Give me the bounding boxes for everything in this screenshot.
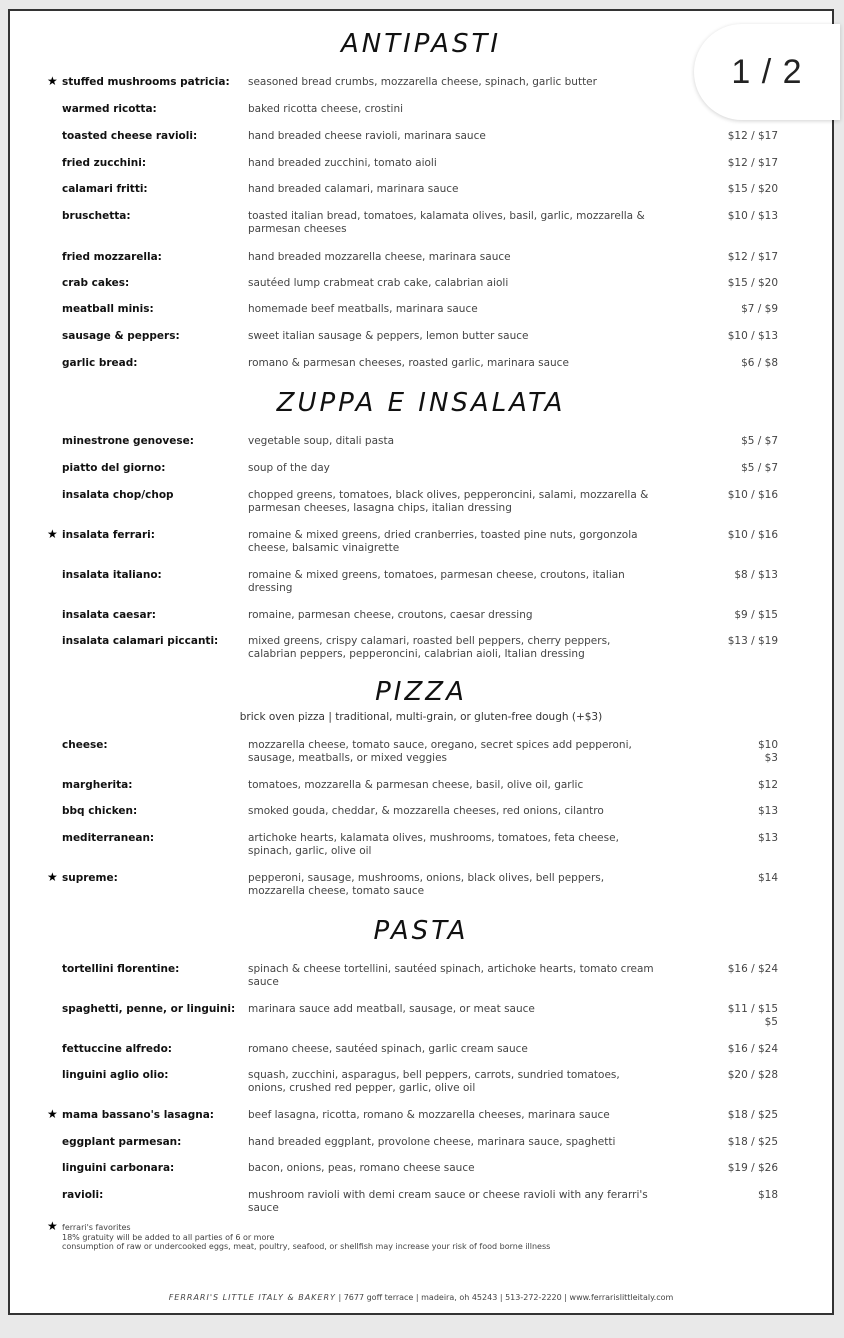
menu-item-name: tortellini florentine: bbox=[62, 963, 180, 975]
menu-item-description: smoked gouda, cheddar, & mozzarella cheeses, red onions, cilantro bbox=[248, 805, 604, 817]
price-primary: $12 / $17 bbox=[727, 251, 778, 263]
section-title-zuppa-e-insalata: ZUPPA E INSALATA bbox=[276, 388, 566, 418]
menu-item-description: homemade beef meatballs, marinara sauce bbox=[248, 303, 478, 315]
menu-item-description: sweet italian sausage & peppers, lemon butter sauce bbox=[248, 330, 529, 342]
price-primary: $12 bbox=[757, 779, 778, 791]
menu-item-description: artichoke hearts, kalamata olives, mushrooms, tomatoes, feta cheese, spinach, garlic, olive oil bbox=[248, 832, 619, 857]
menu-item-name: fettuccine alfredo: bbox=[62, 1043, 172, 1055]
menu-item-price bbox=[741, 435, 778, 448]
menu-item-description: vegetable soup, ditali pasta bbox=[248, 435, 395, 447]
menu-item-description: bacon, onions, peas, romano cheese sauce bbox=[248, 1162, 475, 1174]
menu-item-name: warmed ricotta: bbox=[62, 103, 157, 115]
menu-item-description: mozzarella cheese, tomato sauce, oregano, secret spices add pepperoni, sausage, meatballs, or mixed veggies bbox=[248, 739, 632, 764]
menu-item-name: supreme: bbox=[62, 872, 118, 884]
menu-item-description: seasoned bread crumbs, mozzarella cheese, spinach, garlic butter bbox=[248, 76, 597, 88]
menu-item-price bbox=[728, 1136, 778, 1149]
price-primary: $18 bbox=[757, 1189, 778, 1201]
star-icon: ★ bbox=[47, 870, 58, 884]
price-primary: $5 / $7 bbox=[741, 462, 778, 474]
price-primary: $16 / $24 bbox=[727, 963, 778, 975]
menu-item-price bbox=[728, 210, 778, 223]
menu-item-description: beef lasagna, ricotta, romano & mozzarella cheeses, marinara sauce bbox=[248, 1109, 610, 1121]
footnotes bbox=[47, 1219, 551, 1252]
price-primary: $11 / $15 bbox=[727, 1003, 778, 1015]
price-primary: $13 bbox=[757, 832, 778, 844]
price-primary: $8 / $13 bbox=[734, 569, 778, 581]
menu-item-name: insalata caesar: bbox=[62, 609, 156, 621]
menu-item-price bbox=[728, 635, 778, 648]
menu-item-name: mama bassano's lasagna: bbox=[62, 1109, 214, 1121]
menu-item-name: insalata ferrari: bbox=[62, 529, 155, 541]
menu-item-price bbox=[758, 739, 778, 765]
menu-item-description: spinach & cheese tortellini, sautéed spinach, artichoke hearts, tomato cream sauce bbox=[248, 963, 654, 988]
menu-item-name: eggplant parmesan: bbox=[62, 1136, 182, 1148]
menu-item-name: bbq chicken: bbox=[62, 805, 138, 817]
menu-item-price bbox=[728, 529, 778, 542]
price-primary: $10 bbox=[757, 739, 778, 751]
menu-item-name: insalata chop/chop bbox=[62, 489, 174, 501]
menu-item-price bbox=[728, 1003, 778, 1029]
menu-item-description: soup of the day bbox=[248, 462, 330, 474]
price-primary: $12 / $17 bbox=[727, 157, 778, 169]
menu-item-price bbox=[728, 1109, 778, 1122]
menu-item-description: hand breaded eggplant, provolone cheese, marinara sauce, spaghetti bbox=[248, 1136, 616, 1148]
price-secondary: $5 bbox=[764, 1016, 778, 1028]
price-primary: $7 / $9 bbox=[741, 303, 778, 315]
price-primary: $15 / $20 bbox=[727, 277, 778, 289]
price-primary: $10 / $16 bbox=[727, 489, 778, 501]
menu-item-price bbox=[758, 832, 778, 845]
footer-brand: FERRARI'S LITTLE ITALY & BAKERY bbox=[168, 1293, 336, 1302]
menu-item-description: romano cheese, sautéed spinach, garlic cream sauce bbox=[248, 1043, 528, 1055]
menu-item-name: linguini aglio olio: bbox=[62, 1069, 169, 1081]
menu-item-price bbox=[728, 130, 778, 143]
star-icon: ★ bbox=[47, 1107, 58, 1121]
price-primary: $20 / $28 bbox=[727, 1069, 778, 1081]
price-primary: $16 / $24 bbox=[727, 1043, 778, 1055]
menu-item-price bbox=[758, 779, 778, 792]
menu-item-description: hand breaded mozzarella cheese, marinara sauce bbox=[248, 251, 511, 263]
menu-item-price bbox=[728, 1043, 778, 1056]
menu-item-description: romaine & mixed greens, dried cranberries, toasted pine nuts, gorgonzola cheese, balsamic vinaigrette bbox=[248, 529, 638, 554]
favorites-note: ferrari's favorites bbox=[62, 1223, 131, 1232]
food-safety-warning: consumption of raw or undercooked eggs, meat, poultry, seafood, or shellfish may increase your risk of food borne illness bbox=[62, 1242, 551, 1251]
price-primary: $13 / $19 bbox=[727, 635, 778, 647]
menu-item-name: stuffed mushrooms patricia: bbox=[62, 76, 230, 88]
menu-item-name: insalata italiano: bbox=[62, 569, 162, 581]
menu-item-price bbox=[728, 157, 778, 170]
menu-item-name: linguini carbonara: bbox=[62, 1162, 175, 1174]
menu-item-description: marinara sauce add meatball, sausage, or meat sauce bbox=[248, 1003, 535, 1015]
price-primary: $14 bbox=[757, 872, 778, 884]
menu-item-name: ravioli: bbox=[62, 1189, 104, 1201]
menu-item-name: fried mozzarella: bbox=[62, 251, 162, 263]
star-icon: ★ bbox=[47, 1219, 58, 1233]
menu-item-name: calamari fritti: bbox=[62, 183, 148, 195]
menu-item-description: pepperoni, sausage, mushrooms, onions, black olives, bell peppers, mozzarella cheese, tomato sauce bbox=[248, 872, 605, 897]
menu-item-price bbox=[728, 1069, 778, 1082]
menu-item-name: sausage & peppers: bbox=[62, 330, 180, 342]
menu-item-name: mediterranean: bbox=[62, 832, 155, 844]
menu-item-name: margherita: bbox=[62, 779, 133, 791]
price-primary: $12 / $17 bbox=[727, 130, 778, 142]
footer bbox=[10, 1293, 832, 1302]
menu-item-price bbox=[728, 251, 778, 264]
menu-item-name: minestrone genovese: bbox=[62, 435, 194, 447]
menu-item-description: hand breaded zucchini, tomato aioli bbox=[248, 157, 437, 169]
price-primary: $9 / $15 bbox=[734, 609, 778, 621]
menu-item-description: romaine & mixed greens, tomatoes, parmesan cheese, croutons, italian dressing bbox=[248, 569, 625, 594]
price-primary: $15 / $20 bbox=[727, 183, 778, 195]
price-primary: $6 / $8 bbox=[741, 357, 778, 369]
menu-item-price bbox=[728, 963, 778, 976]
menu-item-name: meatball minis: bbox=[62, 303, 154, 315]
menu-item-price bbox=[734, 569, 778, 582]
menu-item-description: mixed greens, crispy calamari, roasted bell peppers, cherry peppers, calabrian peppers, pepperoncini, calabrian aioli, Italian dressing bbox=[248, 635, 611, 660]
menu-item-description: toasted italian bread, tomatoes, kalamata olives, basil, garlic, mozzarella & parmesan cheeses bbox=[248, 210, 645, 235]
menu-item-name: fried zucchini: bbox=[62, 157, 147, 169]
price-primary: $5 / $7 bbox=[741, 435, 778, 447]
menu-item-description: hand breaded cheese ravioli, marinara sauce bbox=[248, 130, 486, 142]
menu-item-name: insalata calamari piccanti: bbox=[62, 635, 219, 647]
footer-contact-info: | 7677 goff terrace | madeira, oh 45243 | 513-272-2220 | www.ferrarislittleitaly.com bbox=[335, 1293, 674, 1302]
menu-item-price bbox=[728, 183, 778, 196]
menu-item-price bbox=[741, 303, 778, 316]
menu-item-description: chopped greens, tomatoes, black olives, pepperoncini, salami, mozzarella & parmesan cheeses, lasagna chips, italian dressing bbox=[248, 489, 649, 514]
section-title-pizza: PIZZA bbox=[375, 677, 467, 707]
star-icon: ★ bbox=[47, 527, 58, 541]
menu-item-name: spaghetti, penne, or linguini: bbox=[62, 1003, 236, 1015]
price-primary: $19 / $26 bbox=[727, 1162, 778, 1174]
menu-item-name: bruschetta: bbox=[62, 210, 131, 222]
menu-item-description: tomatoes, mozzarella & parmesan cheese, basil, olive oil, garlic bbox=[248, 779, 584, 791]
price-primary: $10 / $16 bbox=[727, 529, 778, 541]
menu-item-price bbox=[758, 872, 778, 885]
menu-item-description: hand breaded calamari, marinara sauce bbox=[248, 183, 459, 195]
price-primary: $10 / $13 bbox=[727, 210, 778, 222]
menu-item-price bbox=[734, 609, 778, 622]
menu-item-description: baked ricotta cheese, crostini bbox=[248, 103, 404, 115]
menu-item-price bbox=[741, 357, 778, 370]
menu-item-name: garlic bread: bbox=[62, 357, 138, 369]
menu-item-description: squash, zucchini, asparagus, bell peppers, carrots, sundried tomatoes, onions, crushed red pepper, garlic, olive oil bbox=[248, 1069, 620, 1094]
price-primary: $18 / $25 bbox=[727, 1136, 778, 1148]
price-secondary: $3 bbox=[764, 752, 778, 764]
section-title-antipasti: ANTIPASTI bbox=[340, 29, 501, 59]
menu-item-price bbox=[741, 462, 778, 475]
menu-item-description: mushroom ravioli with demi cream sauce or cheese ravioli with any ferarri's sauce bbox=[248, 1189, 648, 1214]
price-primary: $13 bbox=[757, 805, 778, 817]
menu-item-price bbox=[728, 330, 778, 343]
menu-item-description: romaine, parmesan cheese, croutons, caesar dressing bbox=[248, 609, 533, 621]
menu-item-description: sautéed lump crabmeat crab cake, calabrian aioli bbox=[248, 277, 509, 289]
section-title-pasta: PASTA bbox=[373, 916, 469, 946]
menu-page bbox=[8, 9, 834, 1315]
menu-item-description: romano & parmesan cheeses, roasted garlic, marinara sauce bbox=[248, 357, 569, 369]
star-icon: ★ bbox=[47, 74, 58, 88]
gratuity-note: 18% gratuity will be added to all parties of 6 or more bbox=[62, 1232, 275, 1242]
menu-item-name: piatto del giorno: bbox=[62, 462, 166, 474]
pizza-dough-note: brick oven pizza | traditional, multi-grain, or gluten-free dough (+$3) bbox=[239, 711, 603, 723]
menu-item-price bbox=[728, 1162, 778, 1175]
menu-item-name: toasted cheese ravioli: bbox=[62, 130, 198, 142]
menu-item-name: cheese: bbox=[62, 739, 108, 751]
menu-item-price bbox=[728, 489, 778, 502]
menu-item-price bbox=[728, 277, 778, 290]
price-primary: $18 / $25 bbox=[727, 1109, 778, 1121]
menu-item-name: crab cakes: bbox=[62, 277, 130, 289]
price-primary: $10 / $13 bbox=[727, 330, 778, 342]
page-indicator: 1 / 2 bbox=[694, 24, 840, 120]
menu-item-price bbox=[758, 1189, 778, 1202]
menu-item-price bbox=[758, 805, 778, 818]
